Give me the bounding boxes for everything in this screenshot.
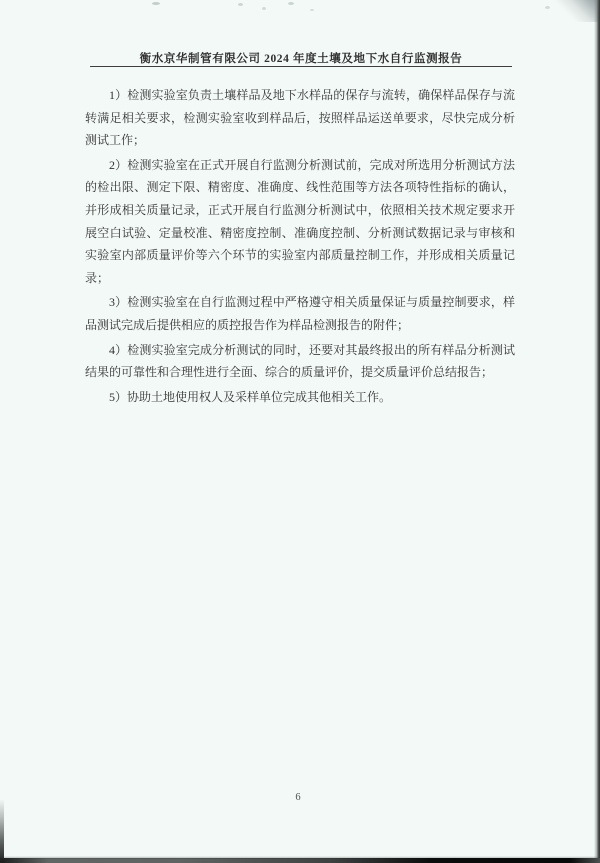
header-rule xyxy=(90,66,512,67)
scan-speckle xyxy=(238,3,243,6)
scan-speckle xyxy=(262,7,266,10)
scan-edge-shadow-bottom-left xyxy=(0,799,4,863)
paragraph-3: 3）检测实验室在自行监测过程中严格遵守相关质量保证与质量控制要求，样品测试完成后提供相应的质控报告作为样品检测报告的附件； xyxy=(85,295,515,332)
scan-speckle xyxy=(310,9,314,11)
scan-speckle xyxy=(152,2,160,5)
paragraph-2: 2）检测实验室在正式开展自行监测分析测试前，完成对所选用分析测试方法的检出限、测定下限、精密度、准确度、线性范围等方法各项特性指标的确认，并形成相关质量记录，正式开展自行监测分析测试中，依照相关技术规定要求开展空白试验、定量校准、精密度控制、准确度控制、分析测试数据记录与审核和实验室内部质量评价等六个环节的实验室内部质量控制工作，并形成相关质量记录； xyxy=(85,157,515,285)
scan-edge-shadow-right xyxy=(594,0,600,863)
page-number: 6 xyxy=(295,792,301,803)
scan-speckle xyxy=(288,2,294,5)
body-text-block xyxy=(85,84,515,408)
paragraph-1: 1）检测实验室负责土壤样品及地下水样品的保存与流转，确保样品保存与流转满足相关要求，检测实验室收到样品后，按照样品运送单要求，尽快完成分析测试工作； xyxy=(85,88,515,148)
scan-edge-shadow-bottom xyxy=(0,858,600,863)
paragraph-5: 5）协助土地使用权人及采样单位完成其他相关工作。 xyxy=(109,389,392,404)
page-header-title: 衡水京华制管有限公司 2024 年度土壤及地下水自行监测报告 xyxy=(139,53,463,65)
scan-speckle xyxy=(545,6,550,9)
paragraph-4: 4）检测实验室完成分析测试的同时，还要对其最终报出的所有样品分析测试结果的可靠性和合理性进行全面、综合的质量评价，提交质量评价总结报告； xyxy=(85,342,515,380)
